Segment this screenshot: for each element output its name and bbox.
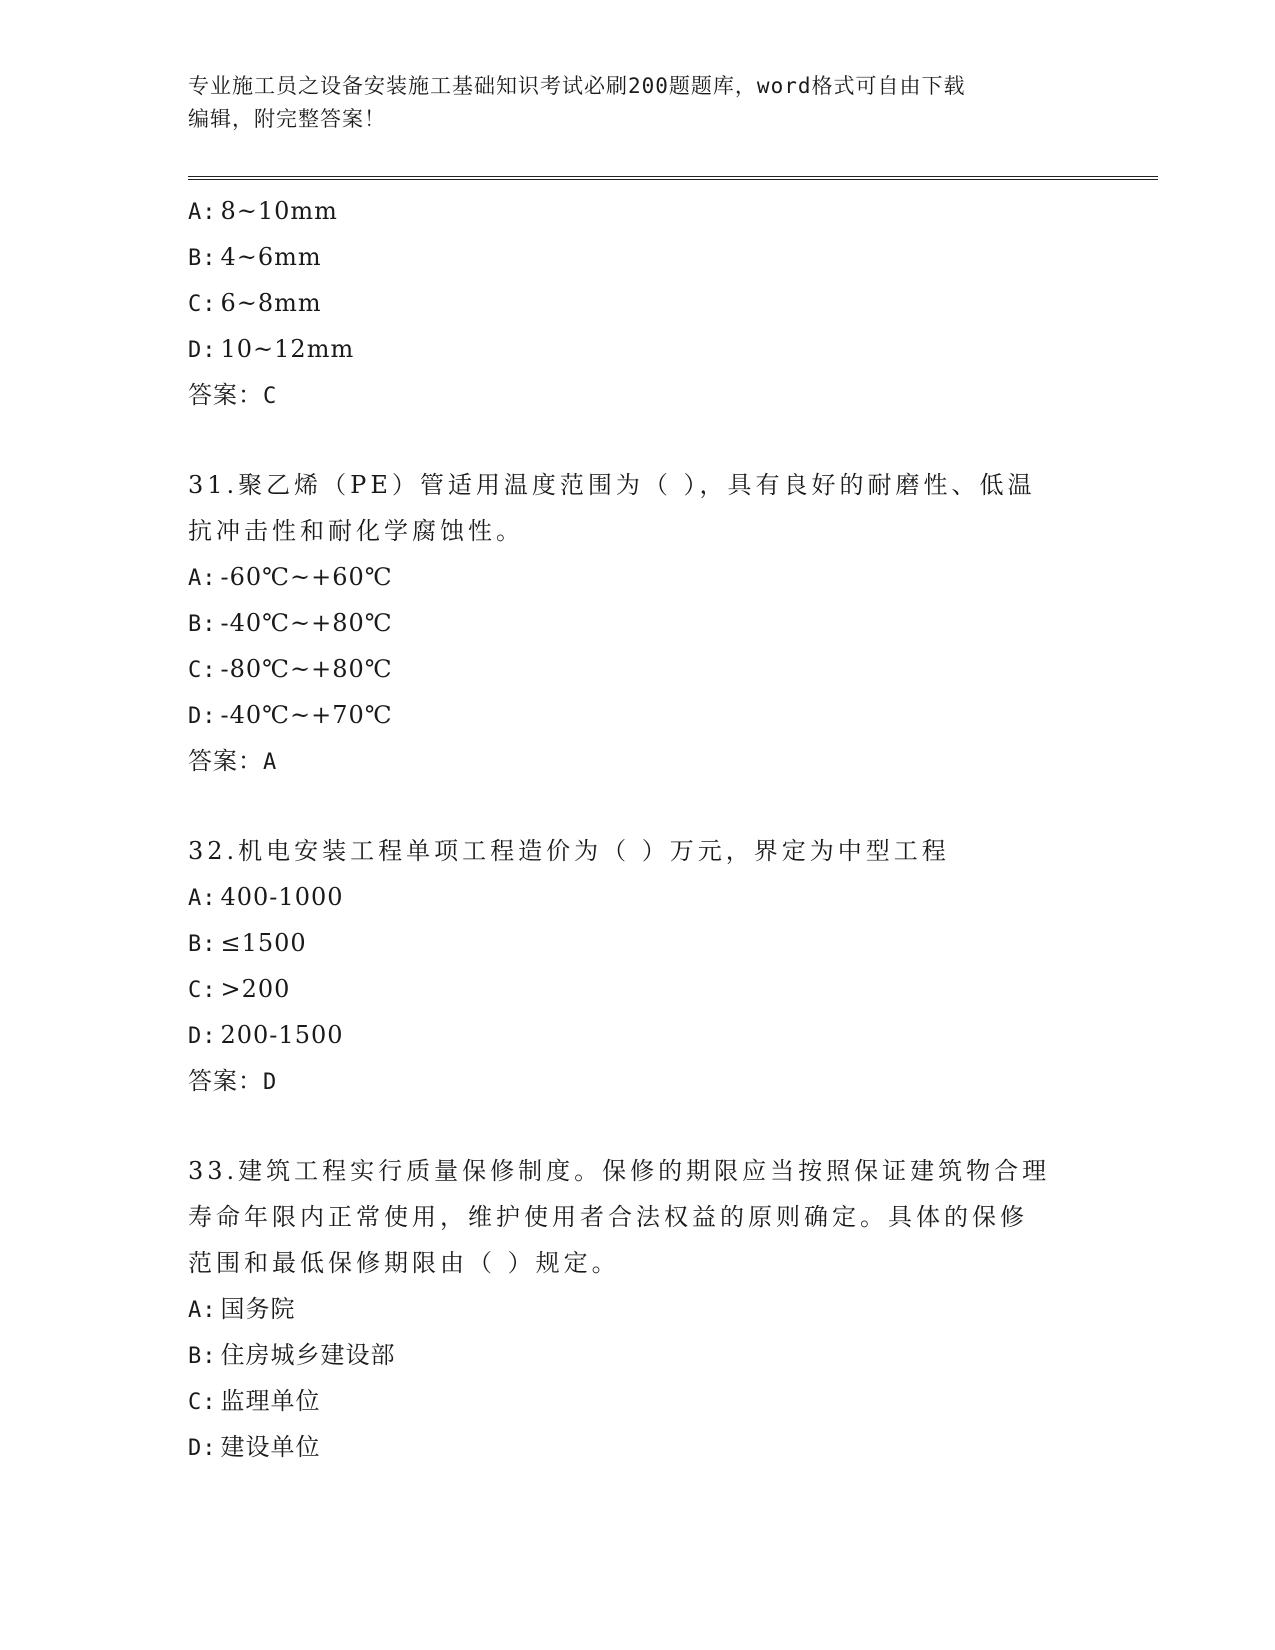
option-a: A: 国务院 — [188, 1295, 296, 1323]
document-header — [188, 70, 1088, 136]
question-stem: 31.聚乙烯（PE）管适用温度范围为（ ），具有良好的耐磨性、低温 抗冲击性和耐化学腐蚀性。 — [188, 471, 1036, 545]
question-30-block — [188, 188, 1088, 418]
option-d: D: -40℃~+70℃ — [188, 701, 393, 729]
option-d: D: 建设单位 — [188, 1433, 321, 1461]
option-b: B: 住房城乡建设部 — [188, 1341, 396, 1369]
answer-line: 答案：C — [188, 381, 278, 409]
question-33-block — [188, 1148, 1088, 1470]
header-title-line1: 专业施工员之设备安装施工基础知识考试必刷200题题库，word格式可自由下载 — [188, 74, 966, 98]
option-c: C: 6~8mm — [188, 289, 322, 317]
option-a: A: 400-1000 — [188, 883, 344, 911]
option-d: D: 10~12mm — [188, 335, 355, 363]
option-b: B: 4~6mm — [188, 243, 322, 271]
question-31-block — [188, 462, 1088, 784]
header-title-line2: 编辑，附完整答案！ — [188, 107, 386, 131]
answer-line: 答案：D — [188, 1067, 278, 1095]
option-a: A: -60℃~+60℃ — [188, 563, 393, 591]
header-divider — [188, 176, 1158, 180]
option-c: C: -80℃~+80℃ — [188, 655, 393, 683]
option-d: D: 200-1500 — [188, 1021, 344, 1049]
question-stem: 32.机电安装工程单项工程造价为（ ）万元，界定为中型工程 — [188, 837, 950, 865]
option-a: A: 8~10mm — [188, 197, 338, 225]
option-c: C: 监理单位 — [188, 1387, 321, 1415]
answer-line: 答案：A — [188, 747, 278, 775]
option-c: C: >200 — [188, 975, 291, 1003]
question-content — [188, 188, 1088, 1470]
question-32-block — [188, 828, 1088, 1104]
question-stem: 33.建筑工程实行质量保修制度。保修的期限应当按照保证建筑物合理 寿命年限内正常使用，维护使用者合法权益的原则确定。具体的保修 范围和最低保修期限由（ ）规定。 — [188, 1157, 1051, 1277]
option-b: B: ≤1500 — [188, 929, 307, 957]
option-b: B: -40℃~+80℃ — [188, 609, 393, 637]
